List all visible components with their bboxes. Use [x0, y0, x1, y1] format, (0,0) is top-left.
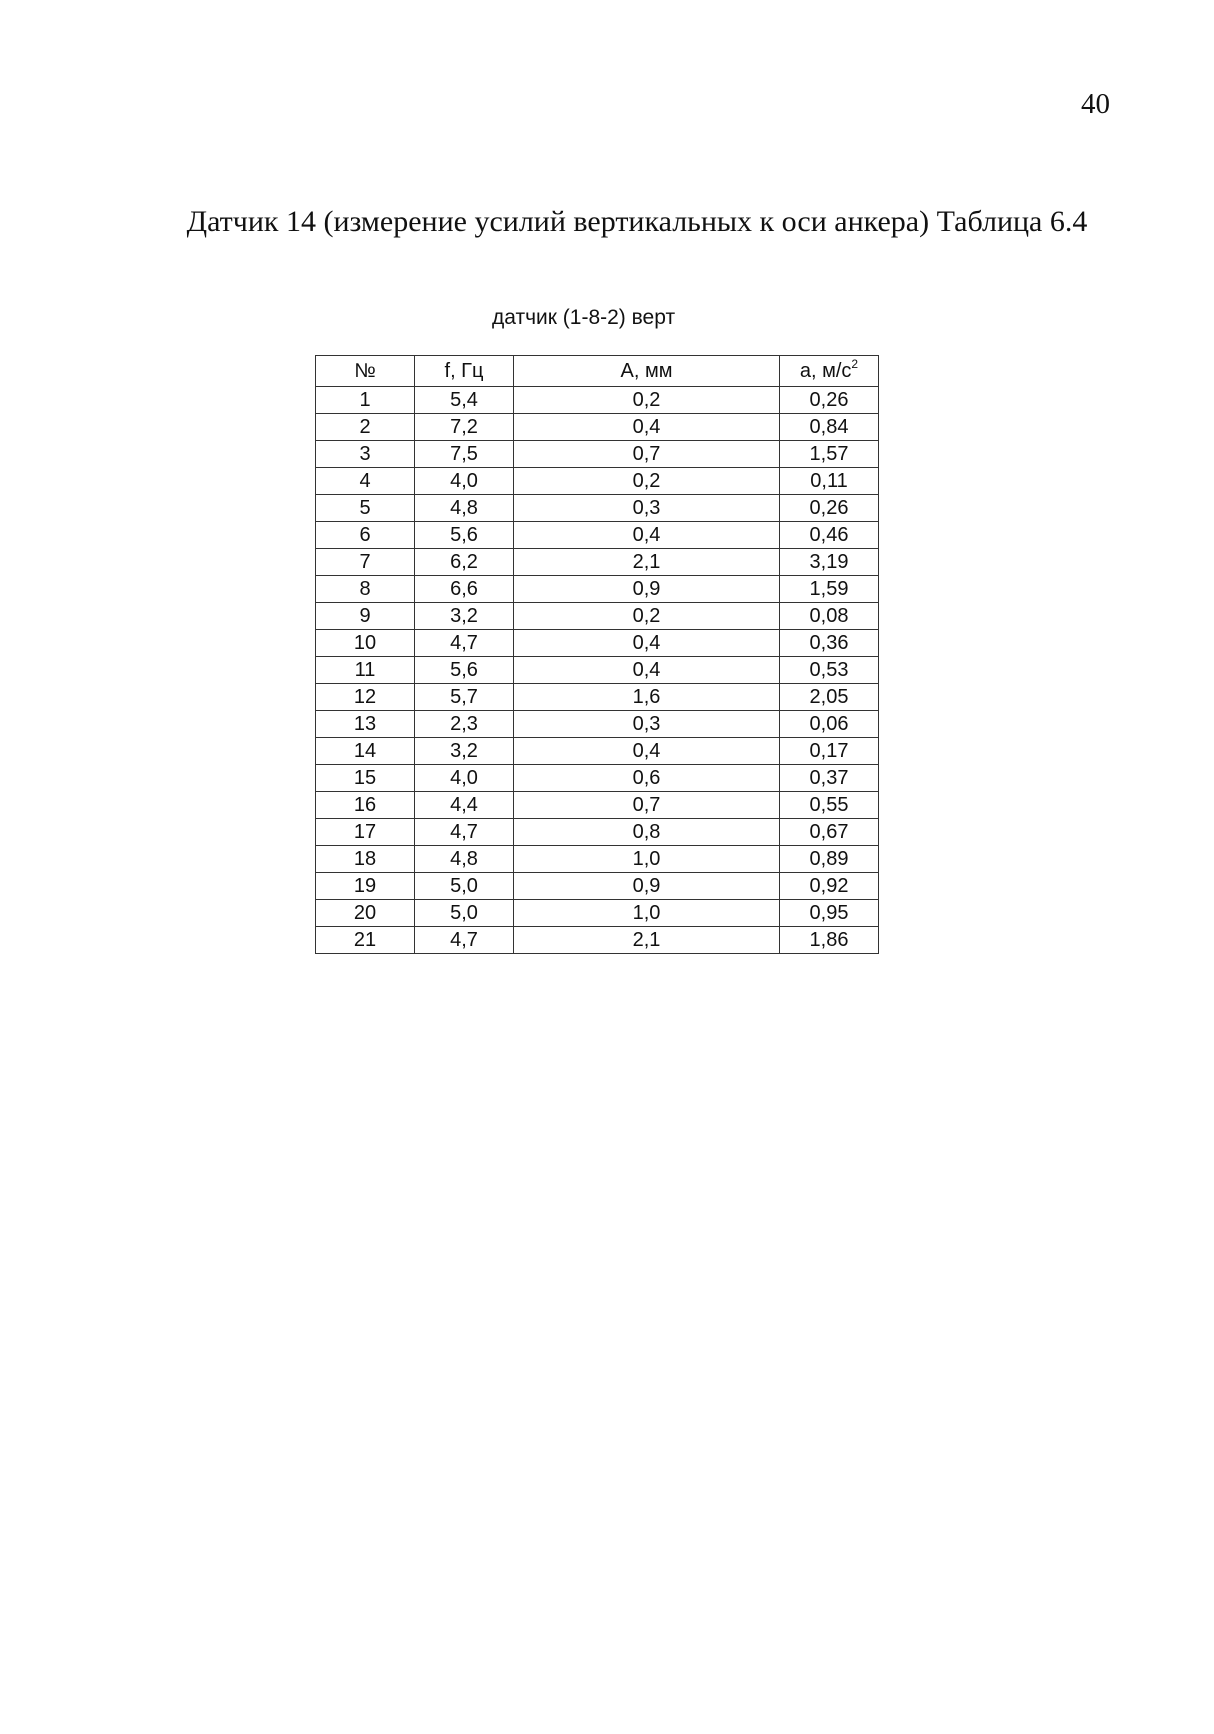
table-row	[316, 603, 879, 630]
table-heading: Датчик 14 (измерение усилий вертикальных к оси анкера) Таблица 6.4	[186, 205, 1088, 238]
cell-amplitude: 0,4	[514, 522, 780, 549]
cell-number: 2	[316, 414, 415, 441]
cell-acceleration: 0,06	[780, 711, 879, 738]
cell-frequency: 4,7	[415, 819, 514, 846]
table-row	[316, 711, 879, 738]
cell-amplitude: 0,2	[514, 603, 780, 630]
cell-number: 20	[316, 900, 415, 927]
cell-frequency: 3,2	[415, 738, 514, 765]
cell-acceleration: 1,59	[780, 576, 879, 603]
header-number: №	[316, 356, 415, 387]
cell-acceleration: 0,17	[780, 738, 879, 765]
cell-number: 13	[316, 711, 415, 738]
cell-acceleration: 0,11	[780, 468, 879, 495]
table-header-row	[316, 356, 879, 387]
cell-frequency: 4,8	[415, 846, 514, 873]
table-row	[316, 630, 879, 657]
cell-number: 7	[316, 549, 415, 576]
table-row	[316, 873, 879, 900]
cell-frequency: 2,3	[415, 711, 514, 738]
cell-amplitude: 0,4	[514, 657, 780, 684]
cell-acceleration: 0,08	[780, 603, 879, 630]
cell-frequency: 6,2	[415, 549, 514, 576]
cell-amplitude: 0,6	[514, 765, 780, 792]
table-row	[316, 414, 879, 441]
table-row	[316, 495, 879, 522]
cell-amplitude: 0,3	[514, 711, 780, 738]
cell-frequency: 4,7	[415, 630, 514, 657]
cell-frequency: 5,4	[415, 387, 514, 414]
cell-frequency: 5,7	[415, 684, 514, 711]
cell-number: 6	[316, 522, 415, 549]
table-caption: датчик (1-8-2) верт	[492, 306, 676, 329]
table-row	[316, 927, 879, 954]
cell-frequency: 4,0	[415, 765, 514, 792]
cell-acceleration: 2,05	[780, 684, 879, 711]
cell-amplitude: 1,0	[514, 846, 780, 873]
header-acceleration-label: a, м/с	[799, 360, 852, 382]
table-row	[316, 549, 879, 576]
cell-frequency: 4,7	[415, 927, 514, 954]
cell-number: 19	[316, 873, 415, 900]
cell-amplitude: 0,4	[514, 630, 780, 657]
cell-amplitude: 0,9	[514, 873, 780, 900]
cell-number: 15	[316, 765, 415, 792]
cell-amplitude: 0,8	[514, 819, 780, 846]
cell-amplitude: 0,4	[514, 414, 780, 441]
cell-acceleration: 0,67	[780, 819, 879, 846]
cell-number: 8	[316, 576, 415, 603]
cell-number: 4	[316, 468, 415, 495]
cell-frequency: 3,2	[415, 603, 514, 630]
table-row	[316, 387, 879, 414]
cell-frequency: 5,6	[415, 657, 514, 684]
cell-frequency: 7,5	[415, 441, 514, 468]
cell-amplitude: 2,1	[514, 927, 780, 954]
table-row	[316, 738, 879, 765]
table-row	[316, 468, 879, 495]
cell-acceleration: 0,26	[780, 387, 879, 414]
table-row	[316, 792, 879, 819]
header-amplitude: A, мм	[514, 356, 780, 387]
header-acceleration-superscript: 2	[851, 357, 859, 371]
table-row	[316, 846, 879, 873]
cell-acceleration: 0,92	[780, 873, 879, 900]
cell-number: 11	[316, 657, 415, 684]
cell-acceleration: 1,57	[780, 441, 879, 468]
table-row	[316, 900, 879, 927]
table-row	[316, 441, 879, 468]
cell-number: 17	[316, 819, 415, 846]
cell-acceleration: 0,95	[780, 900, 879, 927]
cell-acceleration: 0,36	[780, 630, 879, 657]
cell-number: 3	[316, 441, 415, 468]
cell-frequency: 5,0	[415, 900, 514, 927]
cell-acceleration: 0,46	[780, 522, 879, 549]
cell-frequency: 6,6	[415, 576, 514, 603]
table-row	[316, 765, 879, 792]
cell-frequency: 4,8	[415, 495, 514, 522]
header-acceleration	[780, 356, 879, 387]
cell-amplitude: 2,1	[514, 549, 780, 576]
cell-acceleration: 0,84	[780, 414, 879, 441]
cell-acceleration: 3,19	[780, 549, 879, 576]
table-row	[316, 522, 879, 549]
cell-number: 1	[316, 387, 415, 414]
cell-number: 10	[316, 630, 415, 657]
cell-acceleration: 0,26	[780, 495, 879, 522]
sensor-data-table	[315, 355, 879, 954]
cell-number: 16	[316, 792, 415, 819]
cell-amplitude: 0,4	[514, 738, 780, 765]
cell-acceleration: 0,37	[780, 765, 879, 792]
table-body	[316, 387, 879, 954]
cell-frequency: 5,6	[415, 522, 514, 549]
cell-number: 5	[316, 495, 415, 522]
cell-acceleration: 0,53	[780, 657, 879, 684]
cell-amplitude: 0,9	[514, 576, 780, 603]
cell-number: 21	[316, 927, 415, 954]
cell-amplitude: 1,0	[514, 900, 780, 927]
cell-amplitude: 1,6	[514, 684, 780, 711]
cell-acceleration: 0,55	[780, 792, 879, 819]
cell-number: 14	[316, 738, 415, 765]
table-row	[316, 657, 879, 684]
cell-amplitude: 0,2	[514, 387, 780, 414]
cell-number: 12	[316, 684, 415, 711]
cell-acceleration: 1,86	[780, 927, 879, 954]
cell-amplitude: 0,2	[514, 468, 780, 495]
table-row	[316, 684, 879, 711]
cell-frequency: 4,4	[415, 792, 514, 819]
page-number: 40	[1081, 88, 1110, 120]
table-row	[316, 576, 879, 603]
cell-frequency: 4,0	[415, 468, 514, 495]
cell-frequency: 5,0	[415, 873, 514, 900]
cell-number: 18	[316, 846, 415, 873]
cell-amplitude: 0,3	[514, 495, 780, 522]
cell-acceleration: 0,89	[780, 846, 879, 873]
cell-amplitude: 0,7	[514, 792, 780, 819]
cell-number: 9	[316, 603, 415, 630]
header-frequency: f, Гц	[415, 356, 514, 387]
table-row	[316, 819, 879, 846]
cell-frequency: 7,2	[415, 414, 514, 441]
cell-amplitude: 0,7	[514, 441, 780, 468]
